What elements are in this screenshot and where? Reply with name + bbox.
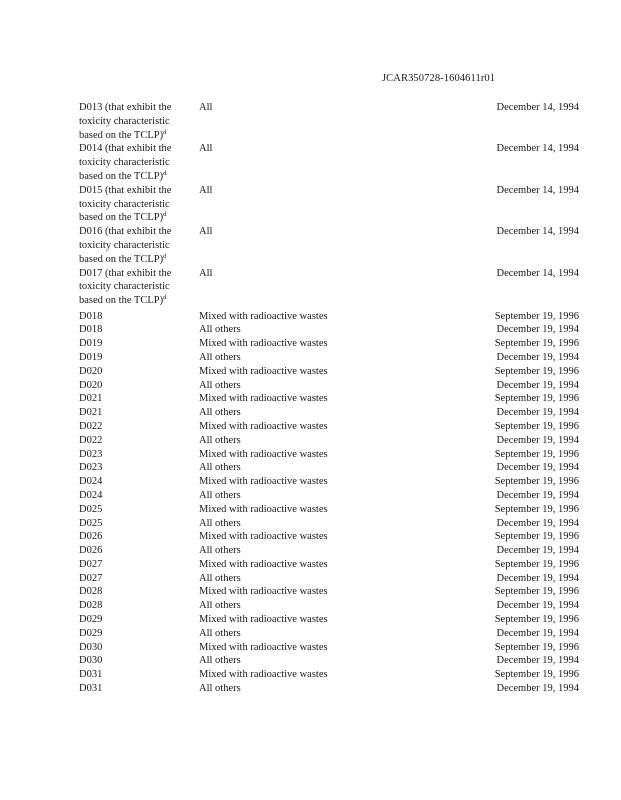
waste-code-cell <box>79 101 191 142</box>
effective-date: December 19, 1994 <box>496 572 579 584</box>
waste-description: All others <box>199 434 241 446</box>
waste-code: D025 <box>79 517 103 529</box>
effective-date: December 19, 1994 <box>496 489 579 501</box>
table-row <box>79 379 579 393</box>
waste-code: D029 <box>79 614 103 626</box>
effective-date: September 19, 1996 <box>494 531 579 543</box>
waste-code: D021 <box>79 393 103 405</box>
waste-code: D022 <box>79 420 103 432</box>
footnote-marker: d <box>163 169 167 177</box>
table-row <box>79 101 579 142</box>
waste-description: Mixed with radioactive wastes <box>199 614 328 626</box>
waste-code-qualifier: based on the TCLP) <box>79 129 164 141</box>
effective-date: September 19, 1996 <box>494 393 579 405</box>
footnote-marker: d <box>163 294 167 302</box>
waste-code: D031 <box>79 683 103 695</box>
effective-date: December 14, 1994 <box>496 184 579 196</box>
waste-code: D018 <box>79 324 103 336</box>
table-row <box>79 489 579 503</box>
waste-description: All others <box>199 517 241 529</box>
waste-description: Mixed with radioactive wastes <box>199 669 328 681</box>
waste-description: All <box>199 226 213 238</box>
effective-date: December 14, 1994 <box>496 143 579 155</box>
effective-date: December 14, 1994 <box>496 226 579 238</box>
effective-date: December 19, 1994 <box>496 434 579 446</box>
table-row <box>79 184 579 225</box>
waste-code-cell <box>79 142 191 183</box>
document-id: JCAR350728-1604611r01 <box>382 73 496 84</box>
effective-date: September 19, 1996 <box>494 448 579 460</box>
waste-code: D025 <box>79 503 103 515</box>
waste-description: Mixed with radioactive wastes <box>199 503 328 515</box>
table-row <box>79 544 579 558</box>
waste-code: D017 <box>79 267 103 279</box>
waste-description: All others <box>199 572 241 584</box>
effective-date: December 19, 1994 <box>496 462 579 474</box>
waste-code: D023 <box>79 462 103 474</box>
table-row <box>79 475 579 489</box>
waste-description: Mixed with radioactive wastes <box>199 586 328 598</box>
waste-code-qualifier: toxicity characteristic <box>79 281 170 293</box>
waste-code: D027 <box>79 572 103 584</box>
waste-description: All others <box>199 655 241 667</box>
waste-code-qualifier: based on the TCLP) <box>79 253 164 265</box>
table-row <box>79 267 579 308</box>
waste-code: D030 <box>79 655 103 667</box>
waste-description: All <box>199 267 213 279</box>
table-row <box>79 365 579 379</box>
waste-code-qualifier: based on the TCLP) <box>79 295 164 307</box>
effective-date: December 19, 1994 <box>496 545 579 557</box>
waste-description: All <box>199 184 213 196</box>
effective-date: December 14, 1994 <box>496 102 579 113</box>
table-row <box>79 392 579 406</box>
waste-description: All others <box>199 489 241 501</box>
waste-code: D028 <box>79 586 103 598</box>
waste-description: Mixed with radioactive wastes <box>199 420 328 432</box>
footnote-marker: d <box>163 211 167 219</box>
waste-code: D021 <box>79 407 103 419</box>
waste-code: D020 <box>79 379 103 391</box>
table-row <box>79 682 579 696</box>
table-row <box>79 225 579 266</box>
waste-description: Mixed with radioactive wastes <box>199 448 328 460</box>
waste-code: D026 <box>79 531 103 543</box>
effective-date: September 19, 1996 <box>494 641 579 653</box>
waste-code: D013 <box>79 102 103 113</box>
waste-code: D030 <box>79 641 103 653</box>
effective-date: September 19, 1996 <box>494 503 579 515</box>
effective-date: September 19, 1996 <box>494 338 579 350</box>
waste-description: All others <box>199 627 241 639</box>
table-row <box>79 585 579 599</box>
waste-code-cell <box>79 225 191 266</box>
waste-code-qualifier: based on the TCLP) <box>79 170 164 182</box>
waste-code-qualifier: toxicity characteristic <box>79 198 170 210</box>
table-row <box>79 654 579 668</box>
waste-description: Mixed with radioactive wastes <box>199 365 328 377</box>
effective-date: December 14, 1994 <box>496 267 579 279</box>
table-row <box>79 668 579 682</box>
table-row <box>79 406 579 420</box>
table-row <box>79 558 579 572</box>
waste-code: D024 <box>79 489 103 501</box>
effective-date: September 19, 1996 <box>494 420 579 432</box>
waste-description: All others <box>199 683 241 695</box>
table-row <box>79 323 579 337</box>
table-row <box>79 627 579 641</box>
table-row <box>79 530 579 544</box>
waste-code-qualifier: toxicity characteristic <box>79 239 170 251</box>
effective-date: December 19, 1994 <box>496 517 579 529</box>
effective-date: December 19, 1994 <box>496 627 579 639</box>
waste-description: All others <box>199 545 241 557</box>
waste-effective-date-table <box>79 101 579 696</box>
effective-date: December 19, 1994 <box>496 683 579 695</box>
waste-code-qualifier: (that exhibit the <box>104 143 172 155</box>
waste-description: Mixed with radioactive wastes <box>199 310 328 322</box>
waste-code: D022 <box>79 434 103 446</box>
effective-date: December 19, 1994 <box>496 324 579 336</box>
waste-code: D018 <box>79 310 103 322</box>
waste-description: Mixed with radioactive wastes <box>199 531 328 543</box>
waste-code: D019 <box>79 338 103 350</box>
waste-code-qualifier: toxicity characteristic <box>79 115 170 127</box>
waste-code-qualifier: (that exhibit the <box>104 267 172 279</box>
effective-date: December 19, 1994 <box>496 655 579 667</box>
effective-date: December 19, 1994 <box>496 379 579 391</box>
waste-code: D031 <box>79 669 103 681</box>
waste-code: D015 <box>79 184 103 196</box>
waste-code: D023 <box>79 448 103 460</box>
waste-code: D029 <box>79 627 103 639</box>
waste-code-qualifier: (that exhibit the <box>104 184 172 196</box>
waste-description: Mixed with radioactive wastes <box>199 393 328 405</box>
table-row <box>79 434 579 448</box>
waste-code: D016 <box>79 226 103 238</box>
effective-date: December 19, 1994 <box>496 407 579 419</box>
waste-description: All others <box>199 407 241 419</box>
waste-description: All <box>199 102 213 113</box>
waste-code: D028 <box>79 600 103 612</box>
waste-description: All others <box>199 462 241 474</box>
footnote-marker: d <box>163 252 167 260</box>
table-row <box>79 351 579 365</box>
effective-date: December 19, 1994 <box>496 351 579 363</box>
effective-date: September 19, 1996 <box>494 365 579 377</box>
effective-date: September 19, 1996 <box>494 476 579 488</box>
waste-code: D014 <box>79 143 103 155</box>
table-row <box>79 641 579 655</box>
effective-date: September 19, 1996 <box>494 310 579 322</box>
footnote-marker: d <box>163 128 167 136</box>
table-row <box>79 310 579 324</box>
table-row <box>79 337 579 351</box>
waste-description: All others <box>199 600 241 612</box>
waste-code: D020 <box>79 365 103 377</box>
waste-description: All others <box>199 351 241 363</box>
waste-code: D027 <box>79 558 103 570</box>
table-row <box>79 599 579 613</box>
waste-code-qualifier: (that exhibit the <box>104 102 172 113</box>
table-row <box>79 572 579 586</box>
waste-code-cell <box>79 184 191 225</box>
waste-description: All <box>199 143 213 155</box>
waste-code: D026 <box>79 545 103 557</box>
table-row <box>79 420 579 434</box>
waste-code-cell <box>79 267 191 308</box>
waste-description: Mixed with radioactive wastes <box>199 558 328 570</box>
effective-date: September 19, 1996 <box>494 669 579 681</box>
waste-code: D024 <box>79 476 103 488</box>
table-row <box>79 503 579 517</box>
waste-code-qualifier: toxicity characteristic <box>79 157 170 169</box>
waste-description: Mixed with radioactive wastes <box>199 641 328 653</box>
waste-code-qualifier: (that exhibit the <box>104 226 172 238</box>
waste-description: Mixed with radioactive wastes <box>199 338 328 350</box>
table-row <box>79 613 579 627</box>
effective-date: September 19, 1996 <box>494 586 579 598</box>
table-row <box>79 517 579 531</box>
effective-date: September 19, 1996 <box>494 558 579 570</box>
table-row <box>79 461 579 475</box>
waste-code: D019 <box>79 351 103 363</box>
waste-code-qualifier: based on the TCLP) <box>79 212 164 224</box>
effective-date: September 19, 1996 <box>494 614 579 626</box>
effective-date: December 19, 1994 <box>496 600 579 612</box>
waste-description: All others <box>199 379 241 391</box>
table-row <box>79 142 579 183</box>
table-row <box>79 448 579 462</box>
waste-description: All others <box>199 324 241 336</box>
waste-description: Mixed with radioactive wastes <box>199 476 328 488</box>
